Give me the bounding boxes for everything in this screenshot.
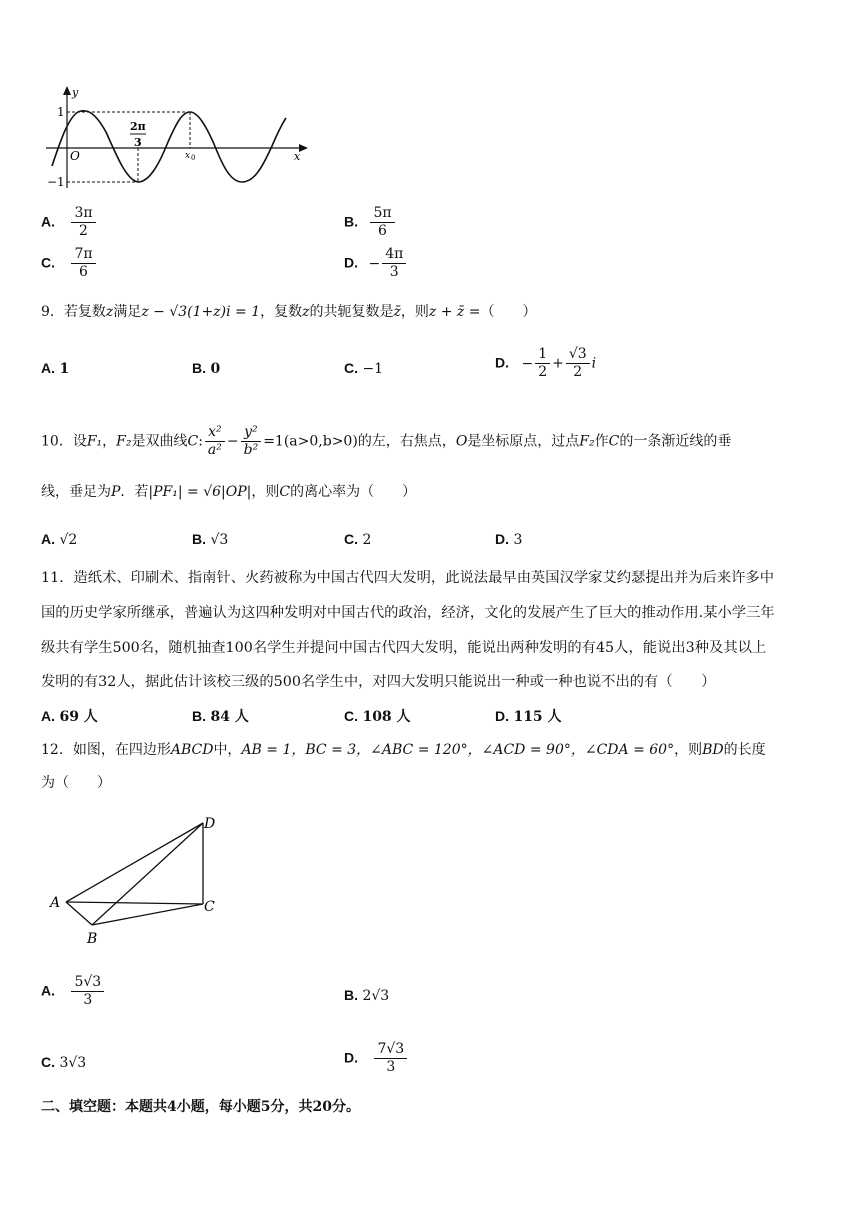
origin-label: O <box>70 149 80 163</box>
x-axis-arrow <box>299 144 308 152</box>
q10-option-b[interactable]: B. √3 <box>192 531 229 548</box>
x0-label: x <box>185 151 191 161</box>
q11-option-a[interactable]: A. 69 人 <box>41 708 98 725</box>
q10-option-a[interactable]: A. √2 <box>41 531 78 548</box>
q11-stem-line1: 11．造纸术、印刷术、指南针、火药被称为中国古代四大发明，此说法最早由英国汉学家艾约瑟提出并为后来许多中 <box>41 570 775 586</box>
y-one-label: 1 <box>57 105 65 119</box>
point-c-label: C <box>204 899 215 915</box>
q9-option-c[interactable]: C. −1 <box>344 360 384 377</box>
q11-stem-line4: 发明的有32人，据此估计该校三级的500名学生中，对四大发明只能说出一种或一种也说不出的有（ ） <box>41 674 716 690</box>
q11-stem-line2: 国的历史学家所继承，普遍认为这四种发明对中国古代的政治，经济，文化的发展产生了巨大的推动作用.某小学三年 <box>41 605 775 621</box>
section-heading: 二、填空题：本题共4小题，每小题5分，共20分。 <box>41 1099 360 1115</box>
y-axis-arrow <box>63 86 71 95</box>
point-a-label: A <box>50 895 61 911</box>
tick-num-label: 2π <box>130 120 146 133</box>
q11-option-b[interactable]: B. 84 人 <box>192 708 249 725</box>
fraction: $\frac{4\pi}{3}$ <box>382 246 406 281</box>
option-letter: B. <box>344 213 358 230</box>
minus-sign: − <box>368 255 381 272</box>
q11-option-d[interactable]: D. 115 人 <box>495 708 562 725</box>
q12-stem-line2: 为（ ） <box>41 775 111 791</box>
q9-option-b[interactable]: B. 0 <box>192 360 221 377</box>
point-d-label: D <box>204 816 216 832</box>
option-letter: C. <box>41 254 55 271</box>
sine-graph <box>40 84 320 194</box>
tick-den-label: 3 <box>134 136 142 149</box>
q12-option-d[interactable]: D. $\frac{7√3}{3}$ <box>344 1041 409 1076</box>
option-letter: D. <box>344 254 358 271</box>
fraction: $\frac{7\pi}{6}$ <box>71 246 95 281</box>
q12-option-b[interactable]: B. 2√3 <box>344 987 390 1004</box>
q10-option-d[interactable]: D. 3 <box>495 531 523 548</box>
y-neg-one-label: −1 <box>47 175 65 189</box>
segment-bc <box>92 904 203 925</box>
option-letter: A. <box>41 213 55 230</box>
segment-ab <box>66 902 92 925</box>
segment-ac <box>66 902 203 904</box>
q8-option-c[interactable] <box>41 246 98 281</box>
q9-stem: 9．若复数z满足z − √3(1+z)i = 1，复数z的共轭复数是z̄，则z + z̄ =（ ） <box>41 304 537 320</box>
q10-stem-line1: 10．设F₁，F₂是双曲线C: $\frac{\text{x²}}{\text{a²}}$ − $\frac{\text{y²}}{\text{b²}}$ =1(a>0,b>0)的左，右焦点，O是坐标原点，过点F₂作C的一条渐近线的垂 <box>41 424 732 458</box>
q8-option-d[interactable] <box>344 246 408 281</box>
q8-option-b[interactable] <box>344 205 397 240</box>
q12-option-c[interactable]: C. 3√3 <box>41 1054 87 1071</box>
y-axis-label: y <box>72 86 79 99</box>
x0-sub-label: 0 <box>191 154 196 162</box>
x-axis-label: x <box>294 150 301 163</box>
q9-option-d[interactable]: D. − $\frac{1}{2}$ + $\frac{√3}{2}$ i <box>495 346 597 380</box>
segment-bd <box>92 823 203 925</box>
quadrilateral-figure <box>44 808 234 948</box>
sine-curve <box>52 111 286 182</box>
q11-option-c[interactable]: C. 108 人 <box>344 708 411 725</box>
fraction: $\frac{3\pi}{2}$ <box>71 205 95 240</box>
q11-stem-line3: 级共有学生500名，随机抽查100名学生并提问中国古代四大发明，能说出两种发明的有45人，能说出3种及其以上 <box>41 640 767 656</box>
fraction: $\frac{5\pi}{6}$ <box>370 205 394 240</box>
q9-option-a[interactable]: A. 1 <box>41 360 70 377</box>
q10-stem-line2: 线，垂足为P．若|PF₁| = √6|OP|，则C的离心率为（ ） <box>41 484 417 500</box>
segment-ad <box>66 823 203 902</box>
point-b-label: B <box>87 931 98 947</box>
q8-option-a[interactable] <box>41 205 98 240</box>
q12-stem-line1: 12．如图，在四边形ABCD中，AB = 1，BC = 3，∠ABC = 120°，∠ACD = 90°，∠CDA = 60°，则BD的长度 <box>41 742 766 758</box>
q10-option-c[interactable]: C. 2 <box>344 531 372 548</box>
q12-option-a[interactable]: A. $\frac{5√3}{3}$ <box>41 974 106 1009</box>
